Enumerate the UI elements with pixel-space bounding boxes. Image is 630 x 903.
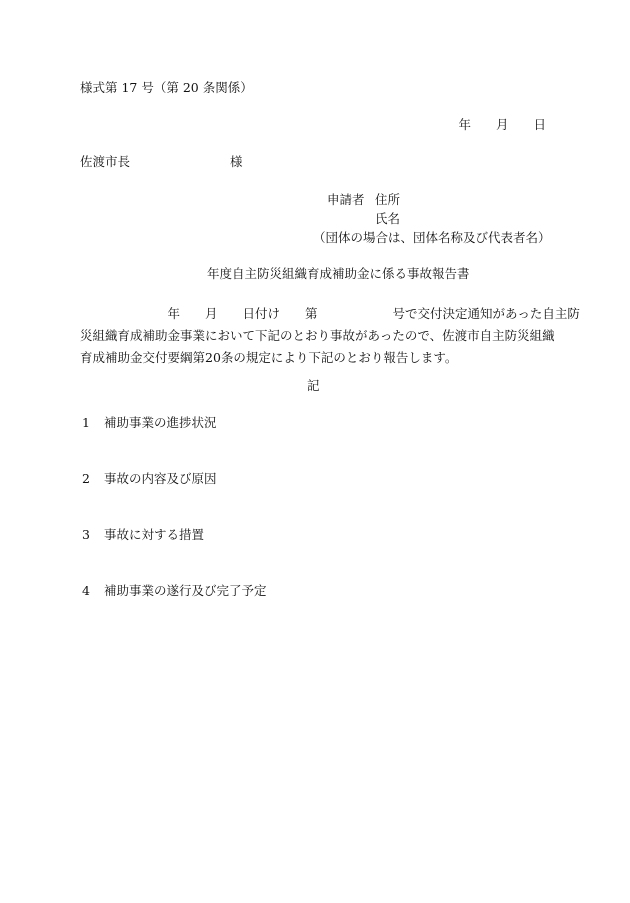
addressee: 佐渡市長 様 (80, 154, 243, 169)
item-number: 3 (82, 527, 90, 542)
form-number: 様式第 17 号（第 20 条関係） (80, 80, 253, 95)
organization-note: （団体の場合は、団体名称及び代表者名） (313, 230, 551, 245)
item-number: 2 (82, 471, 90, 486)
item-text: 事故の内容及び原因 (104, 471, 217, 486)
item-text: 補助事業の進捗状況 (104, 415, 217, 430)
item-text: 補助事業の遂行及び完了予定 (104, 583, 267, 598)
body-line: 育成補助金交付要綱第20条の規定により下記のとおり報告します。 (80, 350, 458, 365)
item-number: 1 (82, 415, 90, 430)
body-line: 年 月 日付け 第 号で交付決定通知があった自主防 (80, 306, 580, 321)
body-paragraph (80, 303, 580, 369)
name-label: 氏名 (375, 211, 401, 226)
address-label: 住所 (375, 192, 401, 207)
body-line: 災組織育成補助金事業において下記のとおり事故があったので、佐渡市自主防災組織 (80, 328, 555, 343)
item-text: 事故に対する措置 (104, 527, 205, 542)
ki-heading: 記 (307, 378, 320, 393)
document-title: 年度自主防災組織育成補助金に係る事故報告書 (207, 266, 470, 281)
item-number: 4 (82, 583, 90, 598)
applicant-label: 申請者 (327, 192, 365, 207)
date-line: 年 月 日 (458, 117, 546, 132)
